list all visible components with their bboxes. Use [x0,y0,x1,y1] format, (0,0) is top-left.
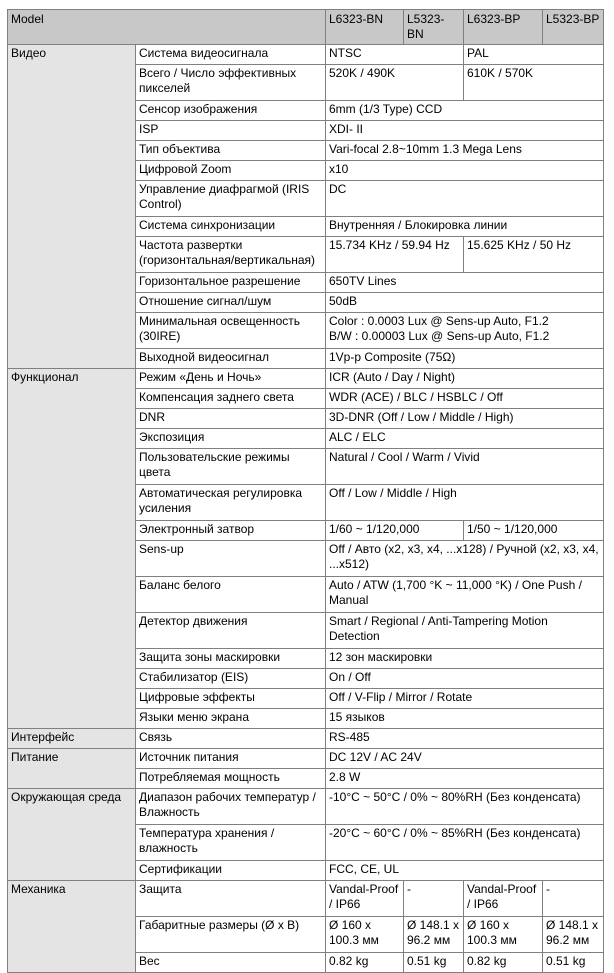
spec-value: Vandal-Proof / IP66 [326,881,404,917]
spec-label: Режим «День и Ночь» [136,369,326,389]
spec-value: Vari-focal 2.8~10mm 1.3 Mega Lens [326,141,604,161]
spec-value: Ø 148.1 x 96.2 мм [543,917,604,953]
spec-value: On / Off [326,669,604,689]
category-functional: Функционал [8,369,136,729]
spec-label: Защита зоны маскировки [136,649,326,669]
spec-value: 6mm (1/3 Type) CCD [326,101,604,121]
spec-value: x10 [326,161,604,181]
spec-value: 2.8 W [326,769,604,789]
spec-value: 520K / 490K [326,65,464,101]
spec-label: Диапазон рабочих температур / Влажность [136,789,326,825]
spec-value: Smart / Regional / Anti-Tampering Motion Detection [326,613,604,649]
spec-label: ISP [136,121,326,141]
illumination-color: Color : 0.0003 Lux @ Sens-up Auto, F1.2 [329,314,549,328]
spec-value: PAL [464,45,604,65]
model-name: L5323-BP [543,10,604,45]
spec-value: 15.734 KHz / 59.94 Hz [326,237,464,273]
spec-value: 1/50 ~ 1/120,000 [464,521,604,541]
spec-label: Цифровые эффекты [136,689,326,709]
spec-label: DNR [136,409,326,429]
spec-value: Ø 148.1 x 96.2 мм [404,917,464,953]
spec-label: Всего / Число эффективных пикселей [136,65,326,101]
spec-value: 1/60 ~ 1/120,000 [326,521,464,541]
spec-label: Потребляемая мощность [136,769,326,789]
spec-value: - [404,881,464,917]
spec-label: Компенсация заднего света [136,389,326,409]
spec-value: 0.82 kg [326,953,404,973]
spec-label: Вес [136,953,326,973]
spec-value [326,313,604,349]
spec-value: 0.82 kg [464,953,543,973]
model-header: Model [8,10,326,45]
spec-value: 15.625 KHz / 50 Hz [464,237,604,273]
spec-value: ICR (Auto / Day / Night) [326,369,604,389]
spec-value: DC [326,181,604,217]
spec-value: 15 языков [326,709,604,729]
spec-label: Температура хранения / влажность [136,825,326,861]
spec-label: Сертификации [136,861,326,881]
spec-label: Пользовательские режимы цвета [136,449,326,485]
spec-value: NTSC [326,45,464,65]
spec-value: RS-485 [326,729,604,749]
spec-label: Автоматическая регулировка усиления [136,485,326,521]
spec-value: Внутренняя / Блокировка линии [326,217,604,237]
spec-label: Минимальная освещенность (30IRE) [136,313,326,349]
spec-label: Отношение сигнал/шум [136,293,326,313]
spec-value: 50dB [326,293,604,313]
spec-label: Система видеосигнала [136,45,326,65]
spec-label: Система синхронизации [136,217,326,237]
spec-row [8,749,604,769]
spec-label: Баланс белого [136,577,326,613]
spec-row [8,45,604,65]
spec-label: Цифровой Zoom [136,161,326,181]
model-name: L6323-BP [464,10,543,45]
spec-label: Управление диафрагмой (IRIS Control) [136,181,326,217]
spec-label: Горизонтальное разрешение [136,273,326,293]
spec-value: Off / Авто (x2, x3, x4, ...x128) / Ручной (x2, x3, x4, ...x512) [326,541,604,577]
spec-value: -20°C ~ 60°C / 0% ~ 85%RH (Без конденсата) [326,825,604,861]
category-video: Видео [8,45,136,369]
model-name: L5323-BN [404,10,464,45]
spec-value: - [543,881,604,917]
spec-value: Ø 160 x 100.3 мм [326,917,404,953]
spec-value: Off / Low / Middle / High [326,485,604,521]
spec-label: Сенсор изображения [136,101,326,121]
illumination-bw: B/W : 0.00003 Lux @ Sens-up Auto, F1.2 [329,329,550,343]
spec-row [8,369,604,389]
spec-label: Детектор движения [136,613,326,649]
spec-label: Выходной видеосигнал [136,349,326,369]
spec-value: 12 зон маскировки [326,649,604,669]
category-interface: Интерфейс [8,729,136,749]
spec-value: 0.51 kg [404,953,464,973]
spec-row [8,729,604,749]
category-environment: Окружающая среда [8,789,136,881]
spec-value: Vandal-Proof / IP66 [464,881,543,917]
spec-value: XDI- II [326,121,604,141]
spec-value: 1Vp-p Composite (75Ω) [326,349,604,369]
spec-label: Тип объектива [136,141,326,161]
spec-value: -10°C ~ 50°C / 0% ~ 80%RH (Без конденсата) [326,789,604,825]
spec-row [8,789,604,825]
spec-label: Источник питания [136,749,326,769]
spec-value: 0.51 kg [543,953,604,973]
spec-value: FCC, CE, UL [326,861,604,881]
spec-label: Экспозиция [136,429,326,449]
spec-label: Sens-up [136,541,326,577]
spec-value: Auto / ATW (1,700 °K ~ 11,000 °K) / One Push / Manual [326,577,604,613]
spec-value: 650TV Lines [326,273,604,293]
spec-table [7,9,604,973]
spec-label: Габаритные размеры (Ø x B) [136,917,326,953]
category-mechanics: Механика [8,881,136,973]
header-row [8,10,604,45]
spec-label: Частота развертки (горизонтальная/вертикальная) [136,237,326,273]
spec-value: 610K / 570K [464,65,604,101]
spec-value: WDR (ACE) / BLC / HSBLC / Off [326,389,604,409]
spec-row [8,881,604,917]
spec-label: Стабилизатор (EIS) [136,669,326,689]
spec-value: Off / V-Flip / Mirror / Rotate [326,689,604,709]
spec-value: Natural / Cool / Warm / Vivid [326,449,604,485]
spec-label: Связь [136,729,326,749]
spec-label: Защита [136,881,326,917]
category-power: Питание [8,749,136,789]
spec-value: ALC / ELC [326,429,604,449]
model-name: L6323-BN [326,10,404,45]
spec-value: Ø 160 x 100.3 мм [464,917,543,953]
spec-value: 3D-DNR (Off / Low / Middle / High) [326,409,604,429]
spec-label: Языки меню экрана [136,709,326,729]
spec-value: DC 12V / AC 24V [326,749,604,769]
spec-label: Электронный затвор [136,521,326,541]
